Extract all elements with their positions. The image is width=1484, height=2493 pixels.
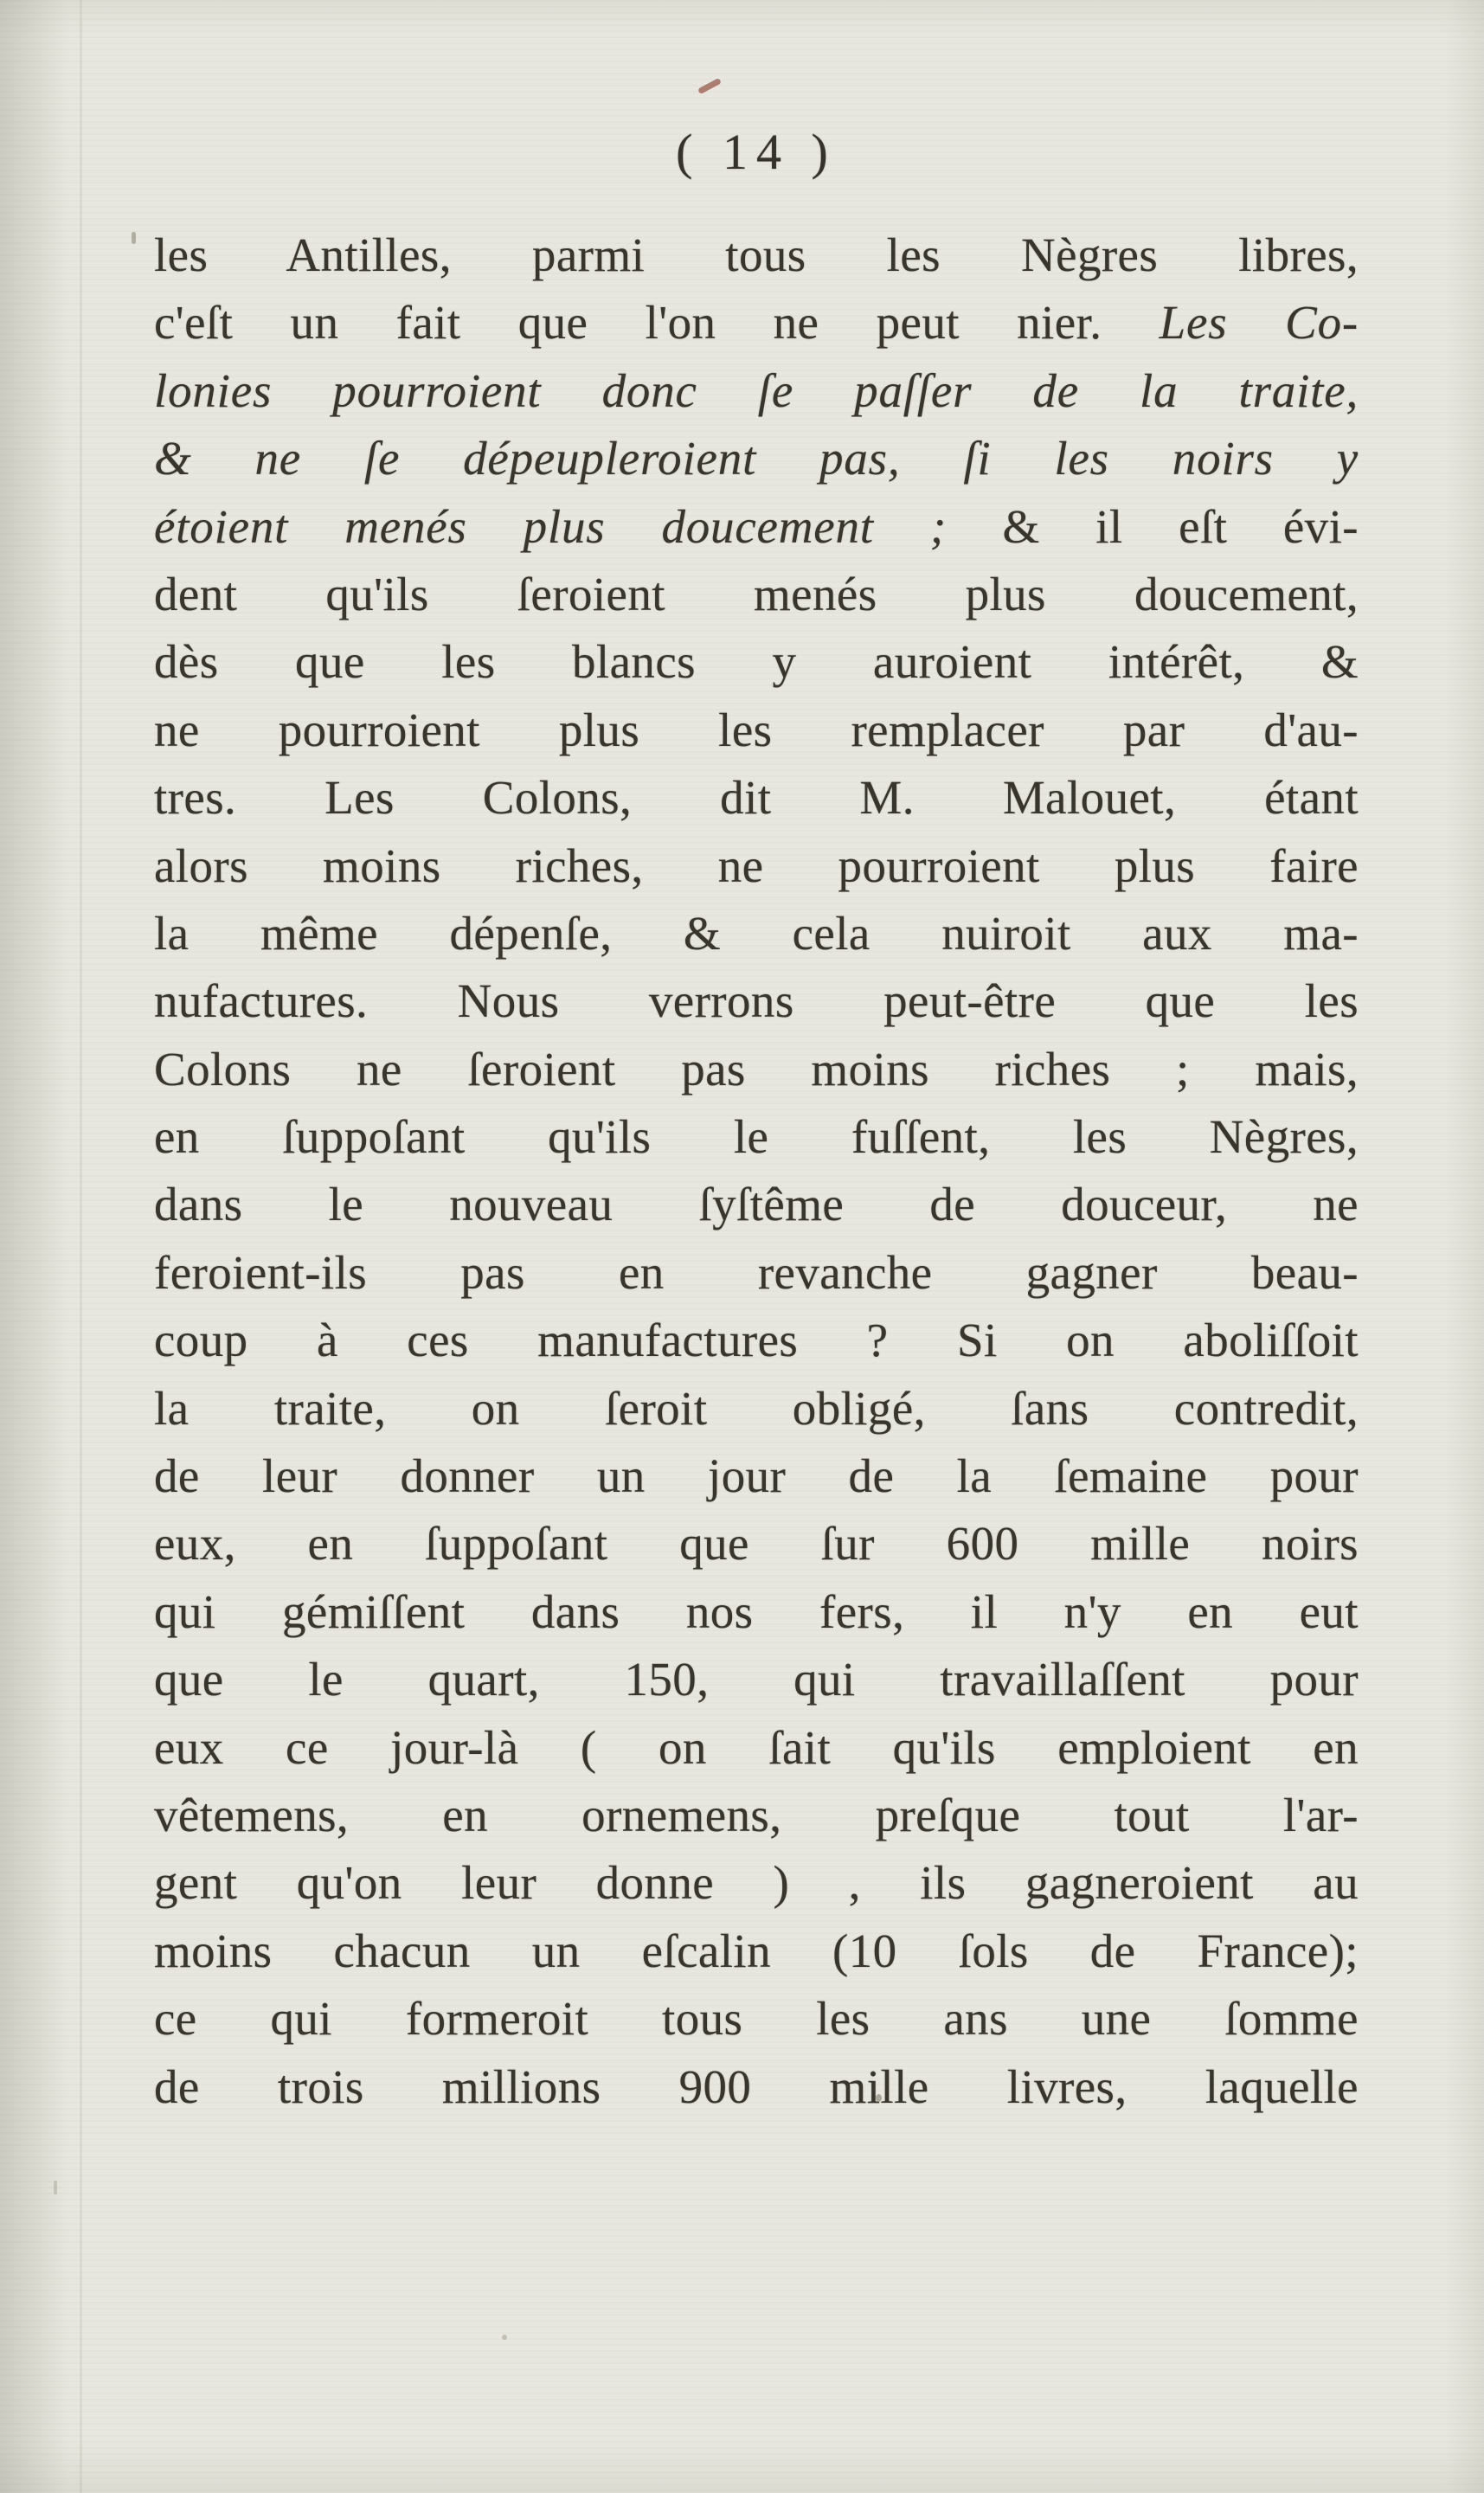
paper-speck: [132, 232, 136, 244]
text-segment: étoient menés plus doucement ;: [154, 499, 947, 553]
text-segment: ne pourroient plus les remplacer par d'au-: [154, 703, 1359, 756]
text-segment: dans le nouveau ſyſtême de douceur, ne: [154, 1178, 1359, 1231]
text-line: [154, 2053, 1359, 2121]
text-line: [154, 222, 1359, 289]
text-segment: la traite, on ſeroit obligé, ſans contredit,: [154, 1381, 1359, 1435]
text-line: [154, 900, 1359, 967]
text-line: [154, 1849, 1359, 1917]
text-line: [154, 697, 1359, 764]
text-line: [154, 1442, 1359, 1510]
text-segment: en ſuppoſant qu'ils le fuſſent, les Nègres,: [154, 1110, 1359, 1164]
text-segment: Les Co-: [1159, 296, 1359, 350]
text-segment: feroient-ils pas en revanche gagner beau-: [154, 1245, 1359, 1299]
text-segment: que le quart, 150, qui travaillaſſent pour: [154, 1653, 1359, 1706]
text-line: [154, 1036, 1359, 1103]
text-line: [154, 1714, 1359, 1782]
text-segment: c'eſt un fait que l'on ne peut nier.: [154, 296, 1160, 350]
text-line: [154, 628, 1359, 696]
text-line: [154, 832, 1359, 900]
text-segment: ce qui formeroit tous les ans une ſomme: [154, 1992, 1359, 2046]
text-segment: lonies pourroient donc ſe paſſer de la traite,: [154, 363, 1359, 417]
paper-speck: [54, 2181, 57, 2194]
text-line: [154, 967, 1359, 1035]
text-segment: & ne ſe dépeupleroient pas, ſi les noirs y: [154, 432, 1359, 485]
text-segment: eux, en ſuppoſant que ſur 600 mille noirs: [154, 1517, 1359, 1571]
text-line: [154, 425, 1359, 492]
text-line: [154, 1782, 1359, 1849]
text-segment: coup à ces manufactures ? Si on aboliſſoit: [154, 1314, 1359, 1367]
text-line: [154, 357, 1359, 425]
text-segment: & il eſt évi-: [946, 499, 1359, 553]
text-segment: alors moins riches, ne pourroient plus faire: [154, 838, 1359, 892]
text-line: [154, 764, 1359, 832]
text-line: [154, 289, 1359, 357]
text-line: [154, 1985, 1359, 2053]
text-segment: Colons ne ſeroient pas moins riches ; mais,: [154, 1042, 1359, 1096]
text-segment: la même dépenſe, & cela nuiroit aux ma-: [154, 906, 1359, 960]
text-line: [154, 561, 1359, 628]
text-segment: tres. Les Colons, dit M. Malouet, étant: [154, 771, 1359, 825]
text-block: [154, 222, 1359, 2121]
text-segment: vêtemens, en ornemens, preſque tout l'ar-: [154, 1788, 1359, 1841]
text-segment: qui gémiſſent dans nos fers, il n'y en eut: [154, 1584, 1359, 1638]
text-line: [154, 1307, 1359, 1374]
text-line: [154, 1103, 1359, 1171]
text-segment: dent qu'ils ſeroient menés plus doucement,: [154, 567, 1359, 620]
text-line: [154, 1239, 1359, 1307]
text-line: [154, 493, 1359, 561]
text-segment: dès que les blancs y auroient intérêt, &: [154, 635, 1359, 689]
paper-speck: [502, 2335, 507, 2340]
text-segment: gent qu'on leur donne ) , ils gagneroient au: [154, 1856, 1359, 1910]
text-segment: moins chacun un eſcalin (10 ſols de France);: [154, 1924, 1359, 1977]
text-segment: les Antilles, parmi tous les Nègres libres,: [154, 228, 1359, 281]
text-segment: de trois millions 900 mille livres, laquelle: [154, 2059, 1359, 2113]
text-segment: nufactures. Nous verrons peut-être que les: [154, 974, 1359, 1028]
ink-pen-mark: [697, 78, 722, 94]
text-line: [154, 1578, 1359, 1646]
text-segment: eux ce jour-là ( on ſait qu'ils emploient en: [154, 1720, 1359, 1774]
page-number: ( 14 ): [676, 124, 837, 180]
text-segment: de leur donner un jour de la ſemaine pour: [154, 1449, 1359, 1503]
text-line: [154, 1510, 1359, 1577]
text-line: [154, 1918, 1359, 1985]
text-line: [154, 1375, 1359, 1442]
text-line: [154, 1646, 1359, 1713]
text-line: [154, 1171, 1359, 1238]
